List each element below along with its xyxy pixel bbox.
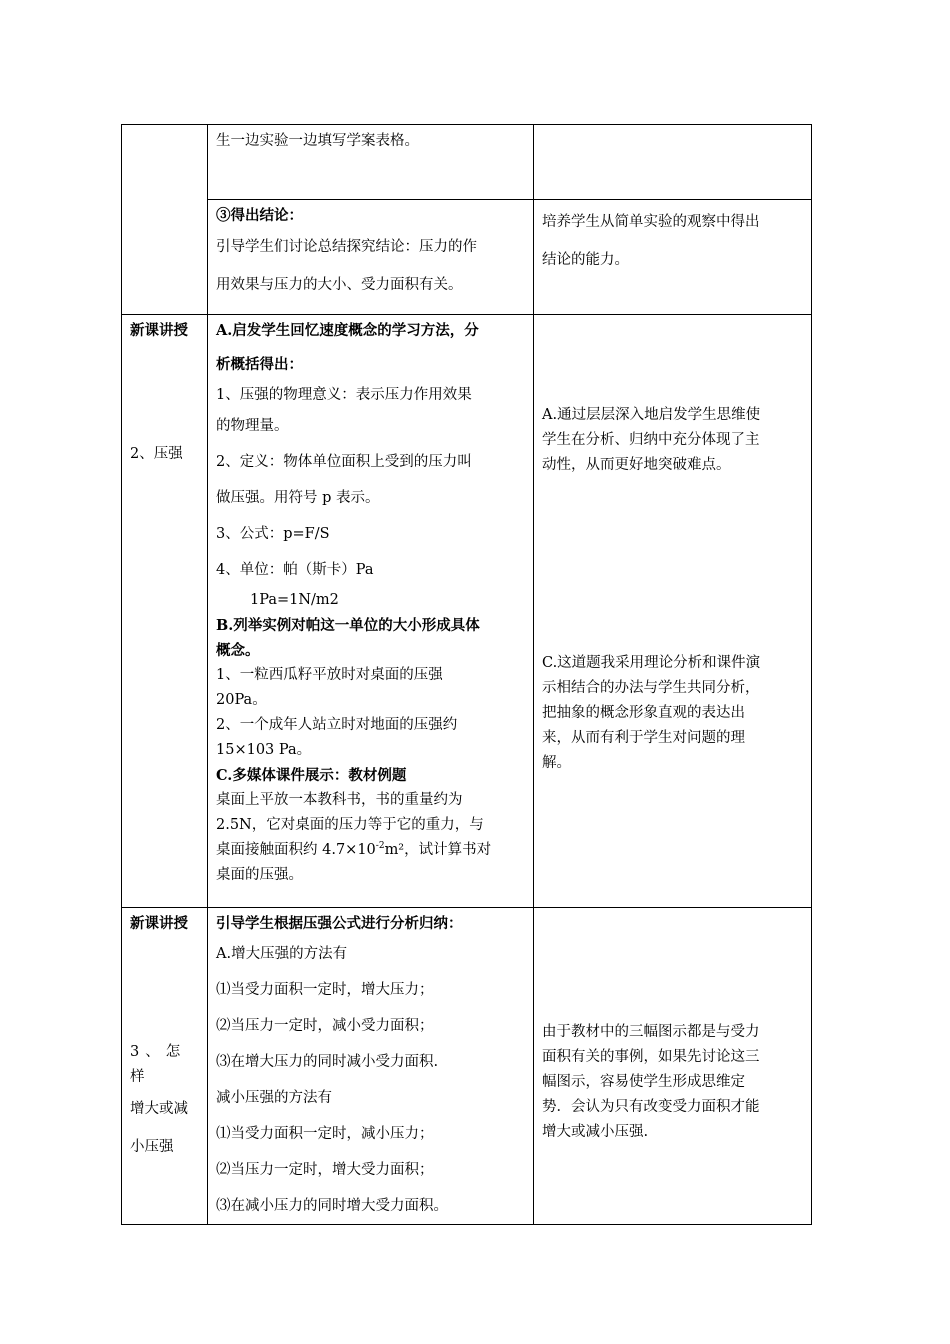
table-row (122, 200, 812, 315)
text-line: 培养学生从简单实验的观察中得出 (542, 214, 760, 230)
section-heading: C.多媒体课件展示：教材例题 (216, 767, 407, 784)
text-line (216, 838, 525, 863)
text-line: ⑵当压力一定时，增大受力面积； (216, 1162, 434, 1178)
text-line: 20Pa。 (216, 692, 267, 708)
intent-cell (534, 125, 812, 200)
text-line: 15×103 Pa。 (216, 742, 312, 758)
text-line: 示相结合的办法与学生共同分析， (542, 680, 760, 696)
text-line: A.通过层层深入地启发学生思维使 (542, 407, 761, 423)
text-line: 3、公式：p=F/S (216, 526, 330, 542)
text-line: 4、单位：帕（斯卡）Pa (216, 562, 374, 578)
table-row (122, 125, 812, 200)
text-line: 的物理量。 (216, 418, 289, 434)
text-line: 桌面上平放一本教科书，书的重量约为 (216, 792, 463, 808)
intent-cell (534, 908, 812, 1225)
text-line: ⑶在增大压力的同时减小受力面积. (216, 1054, 439, 1070)
text-line: 把抽象的概念形象直观的表达出 (542, 705, 745, 721)
stage-cell (122, 908, 208, 1225)
text-line: ⑴当受力面积一定时，减小压力； (216, 1126, 434, 1142)
text-line: 2、一个成年人站立时对地面的压强约 (216, 717, 458, 733)
text-line: 1Pa=1N/m2 (250, 592, 339, 608)
text-line: ⑵当压力一定时，减小受力面积； (216, 1018, 434, 1034)
text-line: C.这道题我采用理论分析和课件演 (542, 655, 761, 671)
text-line: 结论的能力。 (542, 252, 629, 268)
text-line: 幅图示，容易使学生形成思维定 (542, 1074, 745, 1090)
text-line: 1、压强的物理意义：表示压力作用效果 (216, 387, 472, 403)
stage-cell (122, 125, 208, 315)
table-row (122, 908, 812, 1225)
text-line: 1、一粒西瓜籽平放时对桌面的压强 (216, 667, 443, 683)
activity-cell (208, 125, 534, 200)
section-heading: 引导学生根据压强公式进行分析归纳： (216, 915, 463, 932)
text-line: 来，从而有利于学生对问题的理 (542, 730, 745, 746)
activity-cell (208, 908, 534, 1225)
stage-title: 新课讲授 (130, 915, 188, 932)
lesson-plan-table (121, 124, 812, 1225)
text-line: 动性，从而更好地突破难点。 (542, 457, 731, 473)
text-line: 2、定义：物体单位面积上受到的压力叫 (216, 454, 472, 470)
stage-cell (122, 315, 208, 908)
text-line: 用效果与压力的大小、受力面积有关。 (216, 277, 463, 293)
text-line: 势．会认为只有改变受力面积才能 (542, 1099, 760, 1115)
text-line: 学生在分析、归纳中充分体现了主 (542, 432, 760, 448)
text-line: 桌面的压强。 (216, 867, 303, 883)
section-heading: 概念。 (216, 642, 260, 659)
text-line: 增大或减小压强. (542, 1124, 649, 1140)
text-line: 面积有关的事例，如果先讨论这三 (542, 1049, 760, 1065)
text-line: 做压强。用符号 p 表示。 (216, 490, 380, 506)
topic-title: 小压强 (130, 1139, 174, 1155)
section-heading: ③得出结论： (216, 207, 303, 224)
activity-cell (208, 315, 534, 908)
text-line: 解。 (542, 755, 571, 771)
topic-title: 增大或减 (130, 1101, 188, 1117)
text-line: ⑶在减小压力的同时增大受力面积。 (216, 1198, 448, 1214)
topic-title: 3、怎样 (130, 1044, 187, 1085)
table-row (122, 315, 812, 908)
text-line: 引导学生们讨论总结探究结论：压力的作 (216, 239, 477, 255)
intent-cell (534, 200, 812, 315)
stage-title: 新课讲授 (130, 322, 188, 339)
section-heading: A.启发学生回忆速度概念的学习方法，分 (216, 322, 479, 339)
text-line: 减小压强的方法有 (216, 1090, 332, 1106)
text-line: 2.5N，它对桌面的压力等于它的重力，与 (216, 817, 484, 833)
topic-title: 2、压强 (130, 446, 183, 462)
text-fragment: m²，试计算书对 (384, 842, 492, 858)
text-line: 生一边实验一边填写学案表格。 (216, 133, 419, 149)
text-line: A.增大压强的方法有 (216, 946, 348, 962)
text-fragment: 桌面接触面积约 4.7×10 (216, 842, 376, 858)
section-heading: 析概括得出： (216, 356, 303, 373)
activity-cell (208, 200, 534, 315)
text-line: ⑴当受力面积一定时，增大压力； (216, 982, 434, 998)
section-heading: B.列举实例对帕这一单位的大小形成具体 (216, 617, 480, 634)
exponent: -2 (375, 841, 385, 852)
text-line: 由于教材中的三幅图示都是与受力 (542, 1024, 760, 1040)
intent-cell (534, 315, 812, 908)
